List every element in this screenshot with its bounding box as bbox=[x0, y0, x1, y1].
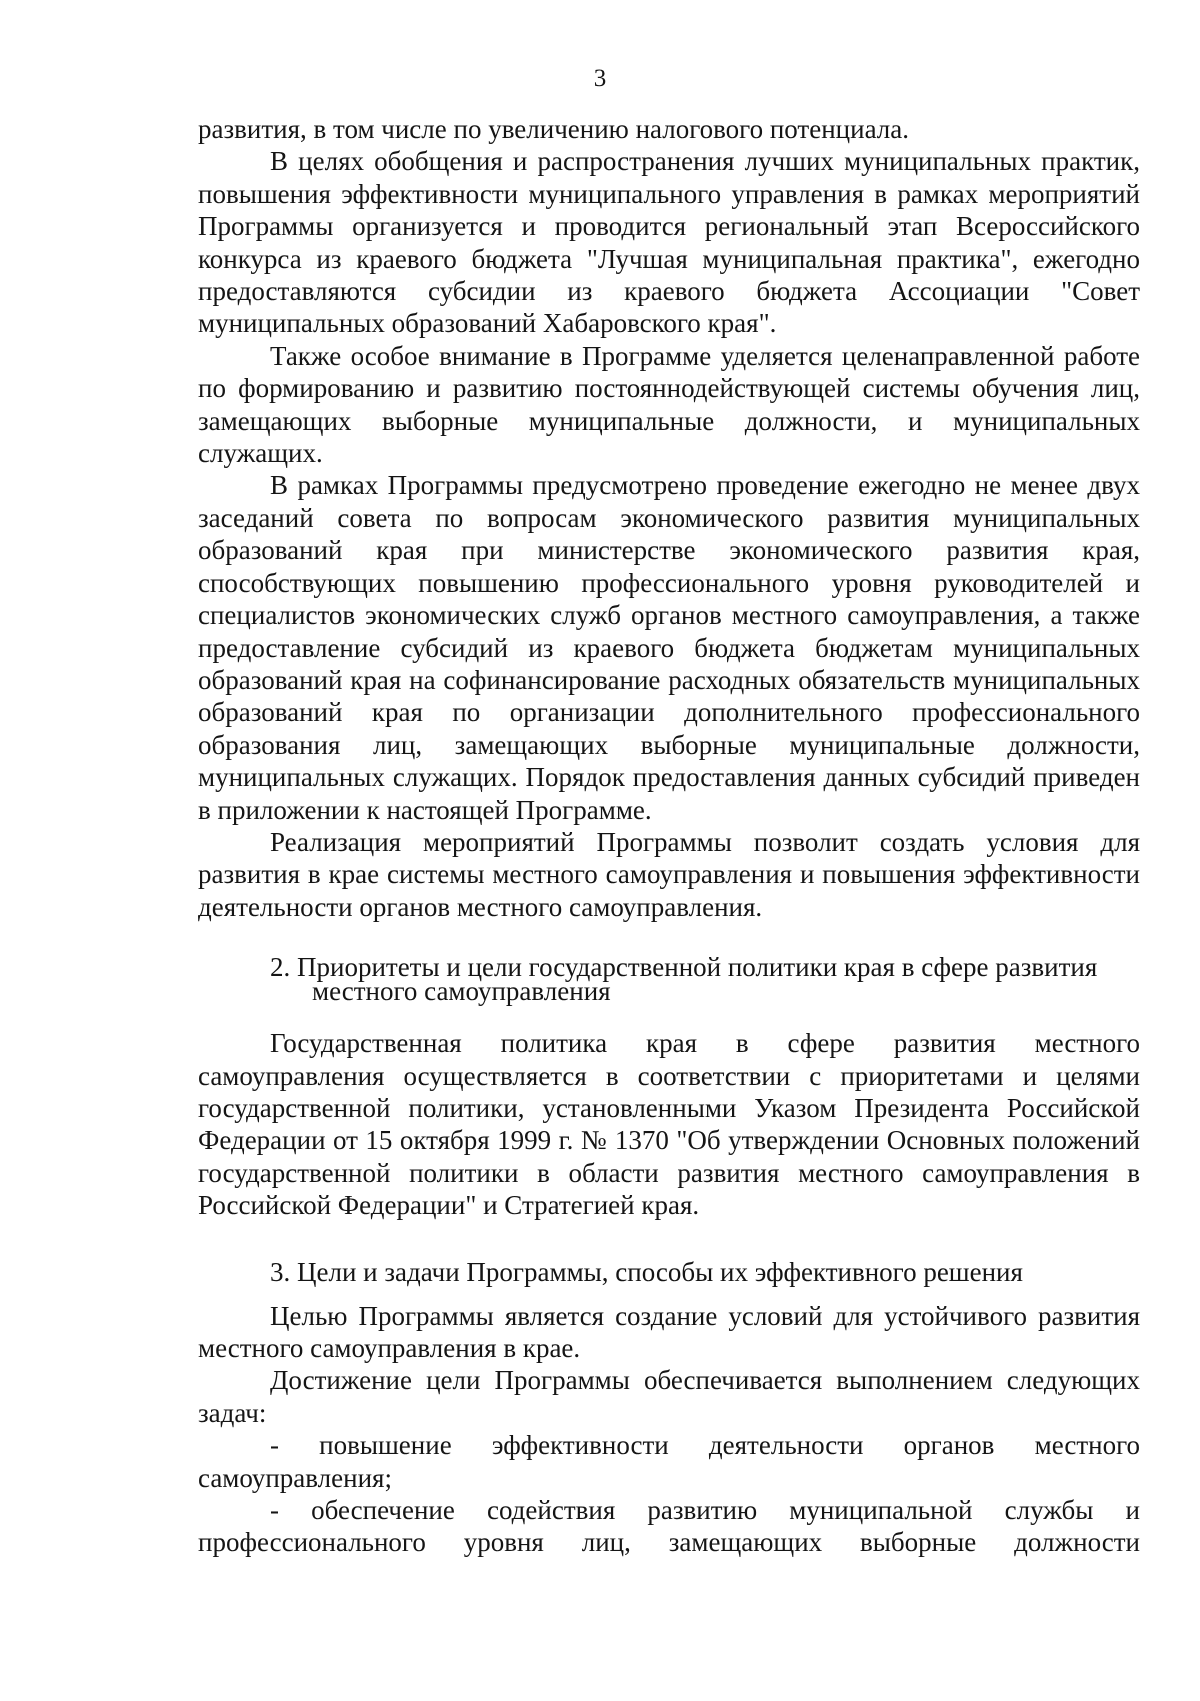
document-body bbox=[198, 113, 1140, 1559]
paragraph-state-policy: Государственная политика края в сфере развития местного самоуправления осуществляется в соответствии с приоритетами и целями государственной политики, установленными Указом Президента Российской Федерации от 15 октября 1999 г. № 1370 "Об утверждении Основных положений государственной политики в области развития местного самоуправления в Российской Федерации" и Стратегией края. bbox=[198, 1028, 1140, 1221]
paragraph-program-goal: Целью Программы является создание условий для устойчивого развития местного самоуправления в крае. bbox=[198, 1300, 1140, 1363]
section-2-heading-line-1: 2. Приоритеты и цели государственной политики края в сфере развития bbox=[270, 952, 1098, 983]
list-item-task-2: - обеспечение содействия развитию муниципальной службы и профессионального уровня лиц, замещающих выборные должности bbox=[198, 1495, 1140, 1558]
paragraph-program-outcome: Реализация мероприятий Программы позволит создать условия для развития в крае системы местного самоуправления и повышения эффективности деятельности органов местного самоуправления. bbox=[198, 826, 1140, 922]
paragraph-training-system: Также особое внимание в Программе уделяется целенаправленной работе по формированию и развитию постояннодействующей системы обучения лиц, замещающих выборные муниципальные должности, и муниципальных служащих. bbox=[198, 340, 1140, 469]
paragraph-goal-achievement: Достижение цели Программы обеспечивается выполнением следующих задач: bbox=[198, 1365, 1140, 1428]
section-2-heading bbox=[198, 952, 1140, 1007]
page-number: 3 bbox=[593, 65, 607, 92]
paragraph-best-practices: В целях обобщения и распространения лучших муниципальных практик, повышения эффективности муниципального управления в рамках мероприятий Программы организуется и проводится региональный этап Всероссийского конкурса из краевого бюджета "Лучшая муниципальная практика", ежегодно предоставляются субсидии из краевого бюджета Ассоциации "Совет муниципальных образований Хабаровского края". bbox=[198, 146, 1140, 339]
list-item-task-1: - повышение эффективности деятельности органов местного самоуправления; bbox=[198, 1430, 1140, 1493]
paragraph-council-meetings: В рамках Программы предусмотрено проведение ежегодно не менее двух заседаний совета по вопросам экономического развития муниципальных образований края при министерстве экономического развития края, способствующих повышению профессионального уровня руководителей и специалистов экономических служб органов местного самоуправления, а также предоставление субсидий из краевого бюджета бюджетам муниципальных образований края на софинансирование расходных обязательств муниципальных образований края по организации дополнительного профессионального образования лиц, замещающих выборные муниципальные должности, муниципальных служащих. Порядок предоставления данных субсидий приведен в приложении к настоящей Программе. bbox=[198, 470, 1140, 825]
section-3-heading-text: 3. Цели и задачи Программы, способы их эффективного решения bbox=[270, 1256, 1023, 1287]
section-2-heading-line-2: местного самоуправления bbox=[312, 976, 611, 1007]
paragraph-continuation: развития, в том числе по увеличению налогового потенциала. bbox=[198, 114, 909, 144]
section-3-heading bbox=[198, 1256, 1140, 1288]
